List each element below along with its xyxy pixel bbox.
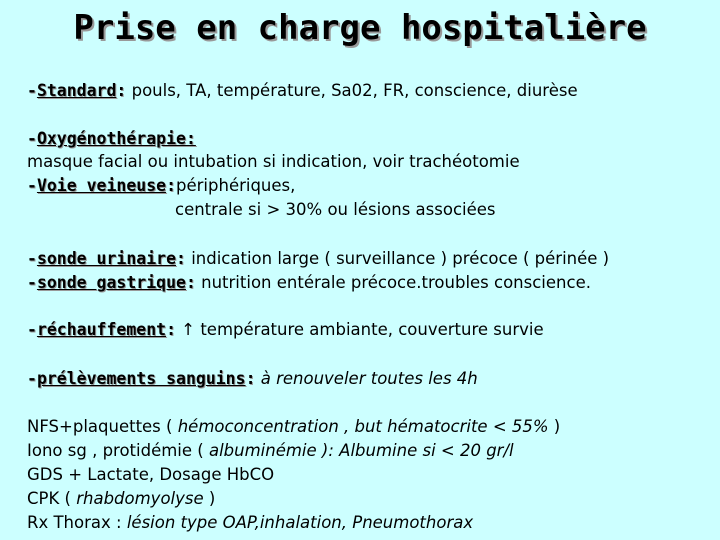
colon: :	[166, 320, 177, 339]
voie-text: périphériques,	[176, 176, 296, 195]
oxygen-label: Oxygénothérapie:	[36, 129, 196, 148]
prelevements-line	[27, 368, 478, 390]
lab-italic: lésion type OAP,inhalation, Pneumothorax	[126, 513, 474, 532]
lab-italic: hémoconcentration , but hématocrite < 55%	[177, 417, 549, 436]
prelevements-label: prélèvements sanguins	[36, 369, 246, 388]
oxygen-heading-line	[27, 128, 196, 150]
standard-text: pouls, TA, température, Sa02, FR, conscience, diurèse	[126, 81, 578, 100]
bullet-dash: -	[27, 249, 37, 268]
lab-tail: )	[548, 417, 561, 436]
sonde-gastrique-label: sonde gastrique	[36, 273, 186, 292]
sonde-gastrique-text: nutrition entérale précoce.troubles conscience.	[195, 273, 591, 292]
lab-plain: GDS + Lactate, Dosage HbCO	[27, 465, 275, 484]
sonde-urinaire-label: sonde urinaire	[36, 249, 177, 268]
oxygen-text: masque facial ou intubation si indication, voir trachéotomie	[27, 152, 520, 171]
voie-label: Voie veineuse	[36, 176, 167, 195]
bullet-dash: -	[27, 129, 37, 148]
lab-italic: albuminémie ): Albumine si < 20 gr/l	[208, 441, 514, 460]
voie-text2-line	[175, 199, 496, 221]
bullet-dash: -	[27, 176, 37, 195]
colon: :	[176, 249, 186, 268]
sonde-gastrique-line	[27, 272, 591, 294]
sonde-urinaire-text: indication large ( surveillance ) précoce ( périnée )	[185, 249, 610, 268]
sonde-urinaire-line	[27, 248, 609, 270]
colon: :	[116, 81, 127, 100]
voie-line	[27, 175, 295, 197]
lab-italic: rhabdomyolyse	[76, 489, 204, 508]
rechauffement-label: réchauffement	[36, 320, 167, 339]
lab-line	[27, 464, 274, 486]
colon: :	[166, 176, 177, 195]
prelevements-text: à renouveler toutes les 4h	[255, 369, 478, 388]
lab-line	[27, 512, 473, 534]
rechauffement-text: température ambiante, couverture survie	[195, 320, 544, 339]
lab-plain: CPK (	[27, 489, 77, 508]
lab-tail: )	[203, 489, 216, 508]
lab-plain: NFS+plaquettes (	[27, 417, 178, 436]
oxygen-text-line	[27, 151, 520, 173]
arrow-up-icon: ↑	[176, 320, 196, 339]
colon: :	[185, 273, 196, 292]
standard-label: Standard	[36, 81, 117, 100]
bullet-dash: -	[27, 273, 37, 292]
bullet-dash: -	[27, 81, 37, 100]
lab-line	[27, 440, 514, 462]
rechauffement-line	[27, 319, 544, 341]
voie-text2: centrale si > 30% ou lésions associées	[175, 200, 496, 219]
lab-line	[27, 416, 560, 438]
bullet-dash: -	[27, 320, 37, 339]
lab-line	[27, 488, 215, 510]
lab-plain: Rx Thorax :	[27, 513, 127, 532]
page-title: Prise en charge hospitalière	[73, 8, 647, 48]
lab-plain: Iono sg , protidémie (	[27, 441, 209, 460]
colon: :	[245, 369, 256, 388]
standard-line	[27, 80, 578, 102]
bullet-dash: -	[27, 369, 37, 388]
